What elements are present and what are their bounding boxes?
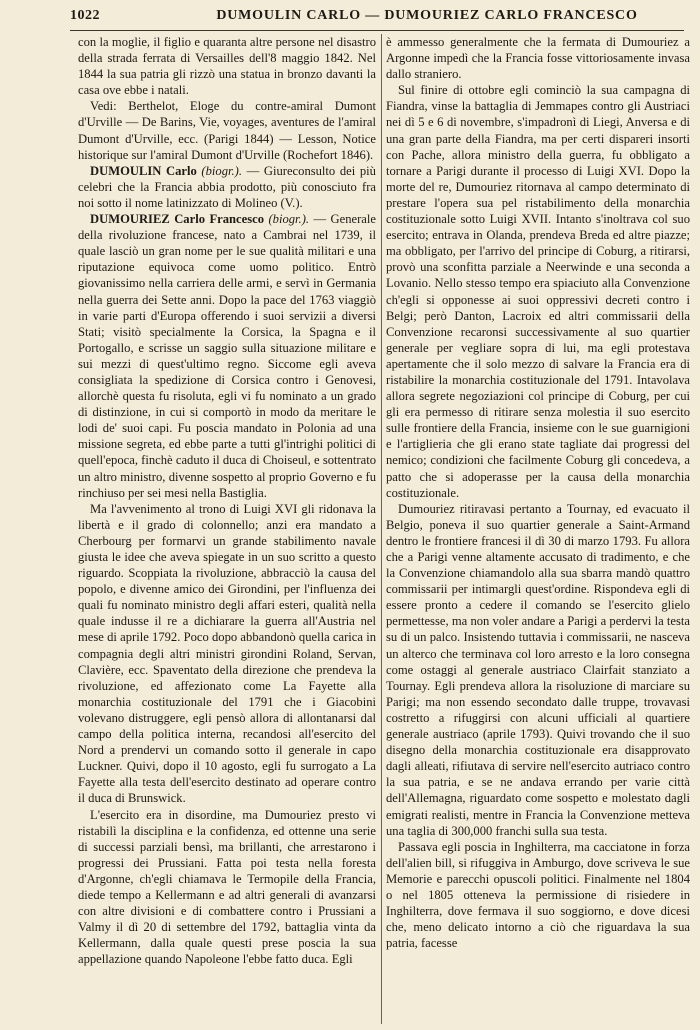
header-rule (70, 30, 684, 31)
paragraph-right-4: Passava egli poscia in Inghilterra, ma cacciatone in forza dell'alien bill, si rifuggiva in Amburgo, dove scriveva le sue Memorie e parecchi opuscoli politici. Finalmente nel 1804 o nel 1805 otteneva la permissione di risiedere in Inghilterra, dove fermava il suo soggiorno, e dove dicesi che, meno delicato intorno a ciò che riguardava la sua patria, facesse (386, 839, 690, 951)
paragraph-left-1: con la moglie, il figlio e quaranta altre persone nel disastro della strada ferrata di Versailles dell'8 maggio 1842. Nel 1844 la sua patria gli rizzò una statua in bronzo davanti la casa ove ebbe i natali. (78, 35, 376, 98)
paragraph-left-4: Ma l'avvenimento al trono di Luigi XVI gli ridonava la libertà e il grado di colonnello; anzi era mandato a Cherbourg per formarvi un grande stabilimento navale giusta le idee che aveva spiegate in un suo scritto a questo riguardo. Scoppiata la rivoluzione, abbracciò la causa del popolo, e divenne amico dei Girondini, per l'influenza dei quali fu nominato ministro degli affari esteri, qualità nella quale indusse il re a dichiarare la guerra all'Austria nel mese di aprile 1792. Poco dopo abbandonò quella carica in compagnia degli altri ministri girondini Roland, Servan, Clavière, ecc. Spaventato della direzione che prendeva la rivoluzione, ed affezionato come La Fayette alla monarchia costituzionale del 1791 che i Giacobini volevano distruggere, egli pensò allora di allontanarsi dal campo della politica interna, recandosi all'esercito del Nord a prendervi un comando sotto il generale in capo Luckner. Quivi, dopo il 10 agosto, egli fu surrogato a La Fayette alla testa dell'esercito destinato ad operare contro il duca di Brunswick. (78, 501, 376, 806)
entry-dumoulin (78, 163, 376, 211)
entry-text-dumouriez: — Generale della rivoluzione francese, nato a Cambrai nel 1739, il quale lasciò un gran nome per le sue qualità militari e una riputazione equivoca come uomo politico. Entrò giovanissimo nella carriera delle armi, e servì in Germania nella guerra dei Sette anni. Dopo la pace del 1763 viaggiò in varie parti d'Europa offerendo i suoi servizii a diversi Stati; visitò specialmente la Corsica, la Spagna e il Portogallo, e scrisse un saggio sulla situazione militare e sui mezzi di quest'ultimo regno. Siccome egli aveva consigliata la spedizione di Corsica contro i Genovesi, allorchè questa fu risoluta, egli vi fu nominato a un grado di distinzione, in cui si comportò in modo da meritare le lodi de' suoi capi. Fu poscia mandato in Polonia ad una missione segreta, ed ebbe parte a tutti gl'intrighi politici di quell'epoca, finchè caduto il duca di Choiseul, e sottentrato un altro ministro, divenne sospetto al proprio Governo e fu rinchiuso per sei mesi nella Bastiglia. (78, 212, 376, 500)
running-head: DUMOULIN CARLO — DUMOURIEZ CARLO FRANCESCO (216, 8, 638, 23)
paragraph-left-2: Vedi: Berthelot, Eloge du contre-amiral Dumont d'Urville — De Barins, Vie, voyages, aventures de l'amiral Dumont d'Urville, ecc. (Parigi 1844) — Lesson, Notice historique sur l'amiral Dumont d'Urville (Rochefort 1846). (78, 99, 376, 162)
entry-term-dumoulin: DUMOULIN Carlo (90, 163, 197, 178)
entry-text-dumoulin: — Giureconsulto dei più celebri che la Francia abbia prodotto, più conosciuto fra noi sotto il nome latinizzato di Molineo (V.). (78, 163, 376, 210)
right-column (386, 34, 690, 1024)
entry-tag-dumouriez: (biogr.). (268, 212, 310, 227)
paragraph-right-1: è ammesso generalmente che la fermata di Dumouriez a Argonne impedì che la Francia fosse vittoriosamente invasa dallo straniero. (386, 35, 690, 82)
entry-term-dumouriez: DUMOURIEZ Carlo Francesco (90, 212, 264, 227)
page-header (70, 6, 684, 32)
paragraph-right-2: Sul finire di ottobre egli cominciò la sua campagna di Fiandra, vinse la battaglia di Jemmapes contro gli Austriaci nei dì 5 e 6 di novembre, s'impadronì di Liegi, Anversa e di una gran parte della Fiandra, ma per certi dispareri insorti con Pache, allora ministro della guerra, fu obbligato a tornare a Parigi durante il processo di Luigi XVI. Dopo la morte del re, Dumouriez ritornava al campo determinato di prestare l'opera sua pel ristabilimento della monarchia costituzionale sotto Luigi XVII. Intanto s'inoltrava col suo esercito; entrava in Olanda, prendeva Breda ed altre piazze; ma obbligato, per l'arrivo del principe di Coburg, a ritirarsi, provò una sconfitta parziale a Neerwinde e una seconda a Lovanio. Nello stesso tempo era spiaciuto alla Convenzione ch'egli si opponesse ai suoi oppressivi decreti contro i Belgi; però Danton, Lacroix ed altri commissarii della Convenzione recaronsi successivamente al suo quartier generale per vegliare sopra di lui, ma egli protestava apertamente che il solo mezzo di salvare la Francia era di ristabilire la monarchia costituzionale del 1791. Intavolava allora segrete negoziazioni col principe di Coburg, per cui gli era permesso di ritirare senza molestia il suo esercito sulle frontiere della Francia, insieme con le sue guarnigioni e l'artiglieria che gli erano state tagliate dai progressi del nemico; condizioni che facilmente Coburg gli concedeva, a patto che si adoperasse per la causa della monarchia costituzionale. (386, 83, 690, 500)
column-divider (381, 34, 382, 1024)
page-number: 1022 (70, 8, 100, 23)
entry-dumouriez (78, 211, 376, 501)
paragraph-left-5: L'esercito era in disordine, ma Dumouriez presto vi ristabilì la disciplina e la confidenza, ed ottenne una serie di successi parziali bensì, ma brillanti, che arrestarono i progressi dei Prussiani. Fatta poi testa nella foresta d'Argonne, ch'egli chiamava le Termopile della Francia, diede tempo a Kellermann e ad altri generali di avanzarsi con altre divisioni e di combattere contro i Prussiani a Valmy il dì 20 di settembre del 1792, battaglia vinta da Kellermann, dalla quale questi prese poscia la sua appellazione quando Napoleone l'ebbe fatto duca. Egli (78, 807, 376, 967)
paragraph-right-3: Dumouriez ritiravasi pertanto a Tournay, ed evacuato il Belgio, poneva il suo quartier generale a Saint-Armand dentro le frontiere francesi il dì 30 di marzo 1793. Fu allora che a Parigi venne altamente accusato di tradimento, e che la Convenzione chiamandolo alla sua sbarra mandò quattro commissarii per intimargli quest'ordine. Rispondeva egli di essere pronto a cedere il comando se l'esercito glielo permettesse, ma non voler andare a Parigi a perdervi la testa su di un palco. Insistendo tuttavia i commissarii, ne nasceva un alterco che terminava col loro arresto e la loro consegna come ostaggi al generale austriaco Clairfait stanziato a Tournay. Egli prendeva allora la risoluzione di marciare su Parigi; ma non essendo secondato dalle truppe, trovavasi costretto a rifuggirsi con alcuni ufficiali al quartiere generale austriaco (aprile 1793). Quivi trovando che il suo disegno della monarchia costituzionale era disapprovato dagli alleati, rifiutava di servire nell'esercito autriaco contro la sua patria, e se ne andava errando per varie città dell'Allemagna, riguardato come sospetto e molestato dagli emigrati realisti, mentre in Francia la Convenzione metteva una taglia di 300,000 franchi sulla sua testa. (386, 501, 690, 838)
left-column (78, 34, 376, 1024)
entry-tag-dumoulin: (biogr.). (201, 163, 243, 178)
